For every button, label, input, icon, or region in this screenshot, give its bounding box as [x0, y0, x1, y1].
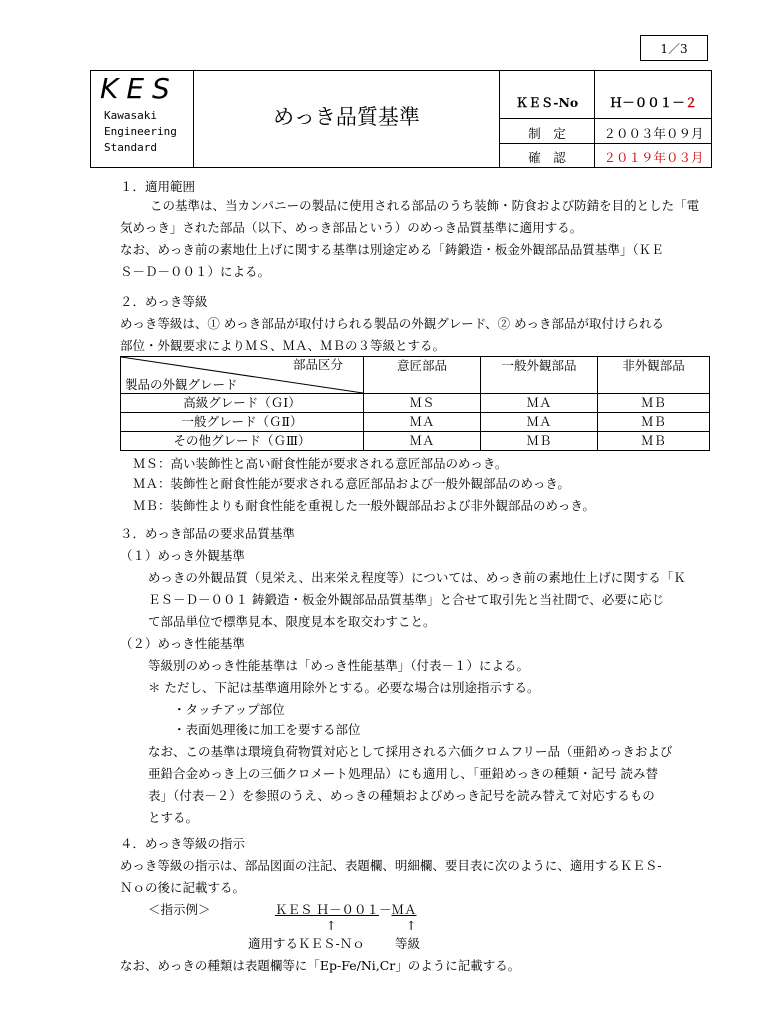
- grade-definition-ms: ＭＳ：高い装飾性と高い耐食性能が要求される意匠部品のめっき。: [133, 456, 508, 471]
- section-3-subheading: （２）めっき性能基準: [120, 636, 245, 651]
- section-2-text: 部位・外観要求によりＭＳ、ＭＡ、ＭＢの３等級とする。: [120, 338, 446, 353]
- company-line-1: Kawasaki: [104, 109, 157, 122]
- example-caption-grade: 等級: [395, 936, 421, 951]
- section-1-text: 気めっき」された部品（以下、めっき部品という）のめっき品質基準に適用する。: [120, 220, 583, 235]
- column-header: 非外観部品: [598, 357, 710, 394]
- section-3-subheading: （１）めっき外観基準: [120, 548, 245, 563]
- example-dash: －: [378, 902, 392, 917]
- example-label: ＜指示例＞: [148, 902, 211, 917]
- confirmed-label: 確 認: [528, 150, 566, 165]
- section-3-bullet: ・タッチアップ部位: [173, 702, 285, 717]
- example-kes-code: ＫＥＳ Ｈ－００１: [275, 902, 379, 917]
- section-3-heading: ３．めっき部品の要求品質基準: [120, 526, 295, 541]
- header-divider: [499, 118, 712, 119]
- table-cell: ＭＡ: [364, 432, 481, 451]
- doc-title: めっき品質基準: [273, 105, 420, 129]
- table-corner-cell: [121, 357, 364, 394]
- example-grade: ＭＡ: [391, 902, 417, 917]
- grade-definition-mb: ＭＢ：装飾性よりも耐食性能を重視した一般外観部品および非外観部品のめっき。: [133, 498, 595, 513]
- row-label: 高級グレード（ＧⅠ）: [121, 394, 364, 413]
- section-3-text: めっきの外観品質（見栄え、出来栄え程度等）については、めっき前の素地仕上げに関する「Ｋ: [148, 570, 686, 585]
- kes-no-label: ＫＥＳ-No: [515, 95, 579, 110]
- company-line-2: Engineering: [104, 125, 177, 138]
- column-header: 意匠部品: [364, 357, 481, 394]
- grade-table: [120, 356, 710, 451]
- section-1-text: Ｓ－Ｄ－００１）による。: [120, 264, 271, 279]
- section-3-text: 表」（付表－２）を参照のうえ、めっきの種類およびめっき記号を読み替えて対応するもの: [148, 788, 655, 803]
- example-code: [275, 902, 417, 918]
- table-row: [121, 413, 710, 432]
- kes-no-revision: ２: [684, 95, 698, 110]
- table-corner-bottom: 製品の外観グレード: [125, 377, 238, 392]
- kes-no-value: [595, 93, 712, 111]
- company-line-3: Standard: [104, 141, 157, 154]
- table-cell: ＭＡ: [364, 413, 481, 432]
- section-3-text: なお、この基準は環境負荷物質対応として採用される六価クロムフリー品（亜鉛めっきおよび: [148, 744, 673, 759]
- section-2-heading: ２．めっき等級: [120, 294, 208, 309]
- table-row: [121, 432, 710, 451]
- section-2-text: めっき等級は、① めっき部品が取付けられる製品の外観グレード、② めっき部品が取付けられる: [120, 316, 664, 331]
- section-3-text: ＥＳ－Ｄ－００１ 鋳鍛造・板金外観部品品質基準」と合せて取引先と当社間で、必要に応じ: [148, 592, 665, 607]
- table-cell: ＭＡ: [481, 394, 598, 413]
- arrow-up-icon: ↑: [326, 918, 337, 933]
- section-3-text: 等級別のめっき性能基準は「めっき性能基準」（付表－１）による。: [148, 658, 530, 673]
- table-corner-top: 部品区分: [292, 357, 343, 372]
- table-cell: ＭＢ: [598, 413, 710, 432]
- table-row: [121, 394, 710, 413]
- column-header: 一般外観部品: [481, 357, 598, 394]
- section-4-text: めっき等級の指示は、部品図面の注記、表題欄、明細欄、要目表に次のように、適用するＫＥＳ-: [120, 858, 662, 873]
- established-date: ２００３年０９月: [603, 126, 704, 141]
- confirmed-date: ２０１９年０３月: [603, 150, 704, 165]
- section-1-text: なお、めっき前の素地仕上げに関する基準は別途定める「鋳鍛造・板金外観部品品質基準」（ＫＥ: [120, 242, 664, 257]
- section-3-bullet: ・表面処理後に加工を要する部位: [173, 722, 361, 737]
- example-caption-kes-no: 適用するＫＥＳ-Ｎｏ: [248, 936, 365, 951]
- section-3-text: 亜鉛合金めっき上の三価クロメート処理品）にも適用し、「亜鉛めっきの種類・記号 読み替: [148, 766, 658, 781]
- table-cell: ＭＢ: [598, 432, 710, 451]
- section-4-text: Ｎｏの後に記載する。: [120, 880, 246, 895]
- section-4-text: なお、めっきの種類は表題欄等に「Ep-Fe/Ni,Cr」のように記載する。: [120, 958, 521, 973]
- page-number: 1／3: [640, 35, 708, 61]
- table-cell: ＭＡ: [481, 413, 598, 432]
- established-label: 制 定: [528, 126, 566, 141]
- grade-definition-ma: ＭＡ：装飾性と耐食性能が要求される意匠部品および一般外観部品のめっき。: [133, 476, 570, 491]
- arrow-up-icon: ↑: [406, 918, 417, 933]
- section-4-heading: ４．めっき等級の指示: [120, 836, 245, 851]
- section-1-text: この基準は、当カンパニーの製品に使用される部品のうち装飾・防食および防錆を目的とした「電: [150, 198, 700, 213]
- kes-logo: KES: [100, 72, 178, 105]
- section-3-text: て部品単位で標準見本、限度見本を取交わすこと。: [148, 614, 436, 629]
- table-cell: ＭＳ: [364, 394, 481, 413]
- table-cell: ＭＢ: [598, 394, 710, 413]
- row-label: 一般グレード（ＧⅡ）: [121, 413, 364, 432]
- header-divider: [499, 143, 712, 144]
- section-3-text: とする。: [148, 810, 199, 825]
- row-label: その他グレード（ＧⅢ）: [121, 432, 364, 451]
- kes-no-prefix: Ｈ－００１－: [609, 95, 685, 110]
- section-1-heading: １．適用範囲: [120, 179, 196, 194]
- table-cell: ＭＢ: [481, 432, 598, 451]
- section-3-note: ＊ ただし、下記は基準適用除外とする。必要な場合は別途指示する。: [148, 680, 540, 695]
- table-header-row: [121, 357, 710, 394]
